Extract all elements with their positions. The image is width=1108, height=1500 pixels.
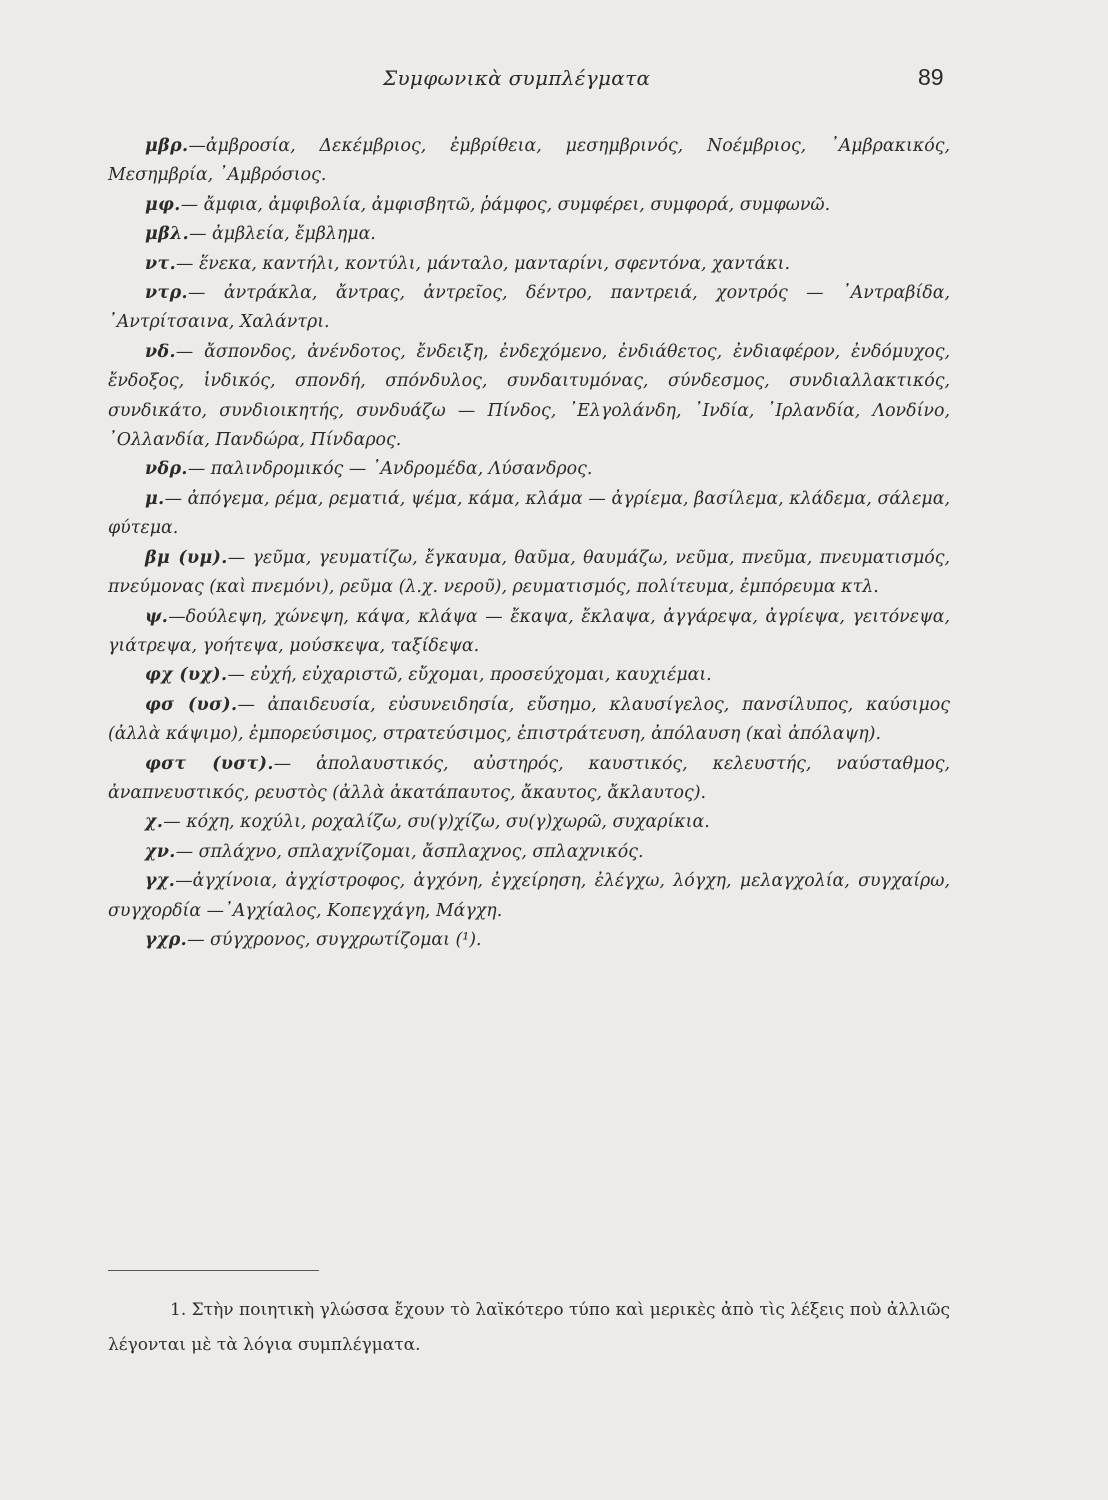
list-item [108, 132, 950, 191]
entry-head: μφ. [145, 194, 181, 215]
list-item [108, 691, 950, 750]
entry-head: χν. [145, 841, 176, 862]
list-item [108, 338, 950, 456]
entry-head: νδ. [145, 341, 176, 362]
entry-text: — σπλάχνο, σπλαχνίζομαι, ἄσπλαχνος, σπλαχνικός. [175, 841, 644, 862]
entry-text: —δούλεψη, χώνεψη, κάψα, κλάψα — ἔκαψα, ἔκλαψα, ἀγγάρεψα, ἀγρίεψα, γειτόνεψα, γιάτρεψα, γοήτεψα, μούσκεψα, ταξίδεψα. [108, 606, 950, 656]
list-item [108, 220, 950, 249]
list-item [108, 926, 950, 955]
entry-head: μβλ. [145, 224, 190, 245]
entry-text: — γεῦμα, γευματίζω, ἔγκαυμα, θαῦμα, θαυμάζω, νεῦμα, πνεῦμα, πνευματισμός, πνεύμονας (καὶ πνεμόνι), ρεῦμα (λ.χ. νεροῦ), ρευματισμός, πολίτευμα, ἐμπόρευμα κτλ. [108, 547, 950, 598]
entry-text: —ἀμβροσία, Δεκέμβριος, ἐμβρίθεια, μεσημβρινός, Νοέμβριος, ᾿Αμβρακικός, Μεσημβρία, ᾿Αμβρόσιος. [108, 136, 950, 186]
entry-head: μ. [145, 488, 165, 509]
entry-text: — ἀμβλεία, ἔμβλημα. [189, 224, 376, 245]
page-number: 89 [918, 64, 944, 90]
list-item [108, 661, 950, 690]
entry-text: — ἕνεκα, καντήλι, κοντύλι, μάνταλο, μανταρίνι, σφεντόνα, χαντάκι. [176, 253, 790, 274]
running-title: Συμφωνικὰ συμπλέγματα [383, 66, 651, 90]
entry-text: — ἄμφια, ἀμφιβολία, ἀμφισβητῶ, ῥάμφος, συμφέρει, συμφορά, συμφωνῶ. [180, 194, 831, 215]
entry-head: φστ (υστ). [145, 753, 274, 774]
entry-head: βμ (υμ). [145, 547, 228, 568]
list-item [108, 250, 950, 279]
entry-text: — κόχη, κοχύλι, ροχαλίζω, συ(γ)χίζω, συ(γ)χωρῶ, συχαρίκια. [163, 812, 710, 833]
entry-head: ντρ. [145, 283, 188, 304]
entry-head: μβρ. [145, 136, 189, 156]
entry-head: νδρ. [145, 459, 188, 480]
entry-text: — ἀπαιδευσία, εὐσυνειδησία, εὔσημο, κλαυσίγελος, πανσίλυπος, καύσιμος (ἀλλὰ κάψιμο), ἐμπορεύσιμος, στρατεύσιμος, ἐπιστράτευση, ἀπόλαυση (καὶ ἀπόλαψη). [108, 694, 950, 745]
entry-text: — ἀπόγεμα, ρέμα, ρεματιά, ψέμα, κάμα, κλάμα — ἀγρίεμα, βασίλεμα, κλάδεμα, σάλεμα, φύτεμα. [108, 488, 950, 539]
entry-text: — ἀπολαυστικός, αὐστηρός, καυστικός, κελευστής, ναύσταθμος, ἀναπνευστικός, ρευστὸς (ἀλλὰ ἀκατάπαυτος, ἄκαυτος, ἄκλαυτος). [108, 753, 950, 803]
entry-text: — σύγχρονος, συγχρωτίζομαι (¹). [187, 929, 482, 950]
list-item [108, 750, 950, 809]
list-item [108, 867, 950, 926]
entry-head: φσ (υσ). [145, 694, 238, 715]
entry-head: ντ. [145, 253, 177, 274]
entry-text: — παλινδρομικός — ᾿Ανδρομέδα, Λύσανδρος. [187, 459, 593, 480]
list-item [108, 838, 950, 867]
list-item [108, 485, 950, 544]
entry-head: γχ. [145, 871, 176, 892]
entry-text: — εὐχή, εὐχαριστῶ, εὔχομαι, προσεύχομαι, καυχιέμαι. [227, 665, 712, 686]
entry-text: — ἀντράκλα, ἄντρας, ἀντρεῖος, δέντρο, παντρειά, χοντρός — ᾿Αντραβίδα, ᾿Αντρίτσαινα, Χαλάντρι. [108, 283, 950, 333]
entry-text: —ἀγχίνοια, ἀγχίστροφος, ἀγχόνη, ἐγχείρηση, ἐλέγχω, λόγχη, μελαγχολία, συγχαίρω, συγχορδία —᾿Αγχίαλος, Κοπεγχάγη, Μάγχη. [108, 871, 950, 921]
list-item [108, 808, 950, 837]
consonant-cluster-list [108, 132, 950, 955]
entry-head: ψ. [145, 606, 169, 627]
footnote-divider [108, 1270, 319, 1271]
entry-head: χ. [145, 812, 164, 833]
entry-head: φχ (υχ). [145, 665, 228, 686]
list-item [108, 279, 950, 338]
footnote: 1. Στὴν ποιητικὴ γλώσσα ἔχουν τὸ λαϊκότερο τύπο καὶ μερικὲς ἀπὸ τὶς λέξεις ποὺ ἀλλιῶς λέγονται μὲ τὰ λόγια συμπλέγματα. [108, 1300, 950, 1355]
list-item [108, 544, 950, 603]
list-item [108, 603, 950, 662]
list-item [108, 455, 950, 484]
entry-head: γχρ. [145, 929, 188, 950]
entry-text: — ἄσπονδος, ἀνένδοτος, ἔνδειξη, ἐνδεχόμενο, ἐνδιάθετος, ἐνδιαφέρον, ἐνδόμυχος, ἔνδοξος, ἰνδικός, σπονδή, σπόνδυλος, συνδαιτυμόνας, σύνδεσμος, συνδιαλλακτικός, συνδικάτο, συνδιοικητής, συνδυάζω — Πίνδος, ᾿Ελγολάνδη, ᾿Ινδία, ᾿Ιρλανδία, Λονδίνο, ᾿Ολλανδία, Πανδώρα, Πίνδαρος. [108, 341, 950, 451]
list-item [108, 191, 950, 220]
